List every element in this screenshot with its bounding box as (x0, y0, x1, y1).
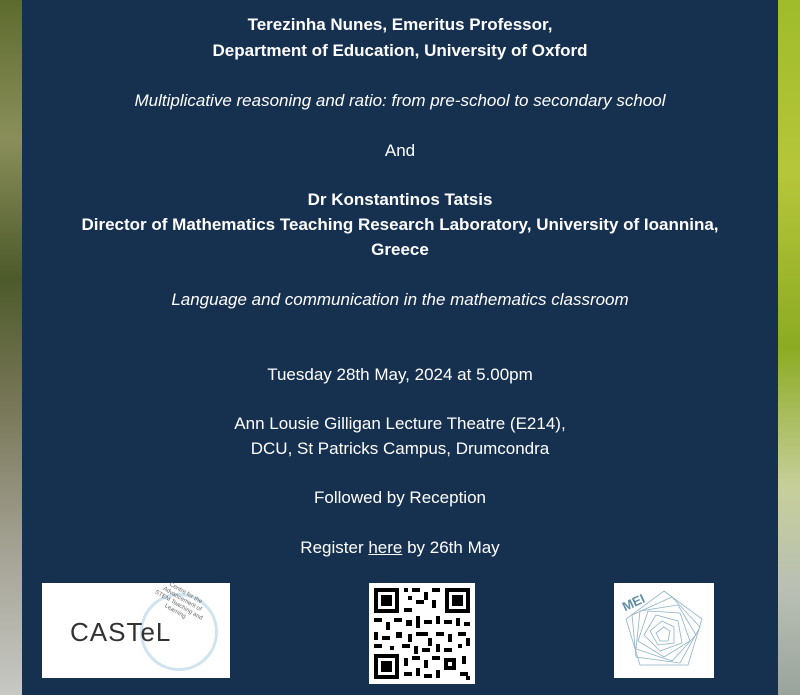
speaker1-talk-title: Multiplicative reasoning and ratio: from pre-school to secondary school (134, 91, 666, 110)
background-photo-right (778, 0, 800, 695)
venue-line1: Ann Lousie Gilligan Lecture Theatre (E214), (234, 414, 566, 433)
register-link[interactable]: here (368, 538, 403, 557)
qr-code[interactable] (369, 583, 475, 684)
venue-line2: DCU, St Patricks Campus, Drumcondra (250, 439, 550, 458)
speaker2-affiliation: Director of Mathematics Teaching Research Laboratory, University of Ioannina, (81, 215, 719, 234)
register-suffix: by 26th May (402, 538, 500, 557)
mei-logo (614, 583, 714, 678)
speaker1-affiliation: Department of Education, University of Oxford (212, 41, 588, 60)
register-line (22, 536, 778, 560)
speaker1-name: Terezinha Nunes, Emeritus Professor, (247, 15, 553, 34)
castel-logo (42, 583, 230, 678)
castel-ring-text: Centre for the Advancement of STEM Teaching and Learning (153, 581, 204, 622)
castel-wordmark: CASTeL (70, 617, 172, 647)
event-panel (22, 0, 778, 695)
event-datetime: Tuesday 28th May, 2024 at 5.00pm (267, 365, 533, 384)
mei-wordmark: MEI (619, 590, 648, 615)
speaker2-name: Dr Konstantinos Tatsis (307, 190, 493, 209)
followed-by: Followed by Reception (314, 488, 486, 507)
speaker2-talk-title: Language and communication in the mathematics classroom (171, 290, 629, 309)
background-photo-left (0, 0, 22, 695)
qr-code-graphic (369, 583, 475, 684)
register-prefix: Register (300, 538, 369, 557)
speaker2-affiliation-country: Greece (371, 240, 429, 259)
connector-and: And (384, 141, 416, 160)
